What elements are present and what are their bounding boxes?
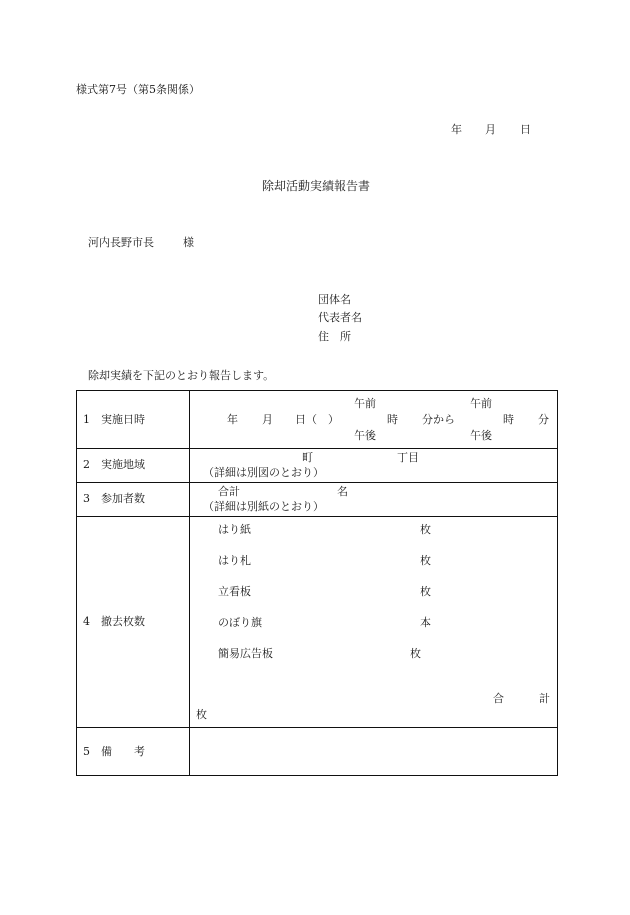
removal-item-name: 簡易広告板: [218, 647, 273, 660]
datetime-am-2: 午前: [470, 397, 492, 410]
removal-total-unit: 枚: [196, 708, 207, 721]
report-table: [76, 390, 558, 776]
removal-item-unit: 枚: [420, 585, 431, 598]
removal-item-unit: 枚: [420, 554, 431, 567]
row-divider-4: [77, 727, 557, 728]
row-divider-2: [77, 482, 557, 483]
row-label-removal: 撤去枚数: [101, 615, 145, 628]
row-number: 2: [83, 458, 90, 471]
form-number: 様式第7号（第5条関係）: [76, 83, 200, 96]
participants-total-label: 合計: [218, 485, 240, 498]
removal-item-unit: 枚: [410, 647, 421, 660]
datetime-month: 月: [262, 413, 273, 426]
row-label-datetime: 実施日時: [101, 413, 145, 426]
date-day: 日: [520, 123, 531, 136]
removal-item-name: はり札: [218, 554, 251, 567]
removal-item-name: 立看板: [218, 585, 251, 598]
row-number: 1: [83, 413, 90, 426]
row-label-participants: 参加者数: [101, 492, 145, 505]
datetime-minute-2: 分: [538, 413, 549, 426]
representative-label: 代表者名: [318, 311, 362, 324]
address-label: 住 所: [318, 330, 351, 343]
removal-item-unit: 枚: [420, 523, 431, 536]
datetime-from: 分から: [422, 413, 455, 426]
datetime-pm-1: 午後: [354, 429, 376, 442]
addressee-honorific: 様: [183, 236, 194, 249]
datetime-year: 年: [227, 413, 238, 426]
row-label-area: 実施地域: [101, 458, 145, 471]
date-year: 年: [451, 123, 462, 136]
removal-total-char-2: 計: [539, 692, 550, 705]
area-chome: 丁目: [397, 451, 419, 464]
row-label-remarks: 備 考: [101, 745, 145, 758]
datetime-am-1: 午前: [354, 397, 376, 410]
row-divider-3: [77, 516, 557, 517]
addressee-name: 河内長野市長: [88, 236, 154, 249]
removal-item-unit: 本: [420, 616, 431, 629]
datetime-hour-1: 時: [387, 413, 398, 426]
area-town: 町: [302, 451, 313, 464]
document-title: 除却活動実績報告書: [262, 179, 371, 193]
area-note: （詳細は別図のとおり）: [203, 466, 324, 479]
group-name-label: 団体名: [318, 293, 351, 306]
row-number: 4: [83, 615, 90, 628]
participants-note: （詳細は別紙のとおり）: [203, 500, 324, 513]
row-number: 3: [83, 492, 90, 505]
datetime-pm-2: 午後: [470, 429, 492, 442]
removal-item-name: のぼり旗: [218, 616, 262, 629]
row-number: 5: [83, 745, 90, 758]
removal-total-char-1: 合: [493, 692, 504, 705]
row-divider-1: [77, 448, 557, 449]
datetime-hour-2: 時: [503, 413, 514, 426]
datetime-day: 日（ ）: [295, 413, 339, 426]
removal-item-name: はり紙: [218, 523, 251, 536]
intro-text: 除却実績を下記のとおり報告します。: [88, 369, 275, 382]
date-month: 月: [485, 123, 496, 136]
participants-unit: 名: [337, 485, 348, 498]
